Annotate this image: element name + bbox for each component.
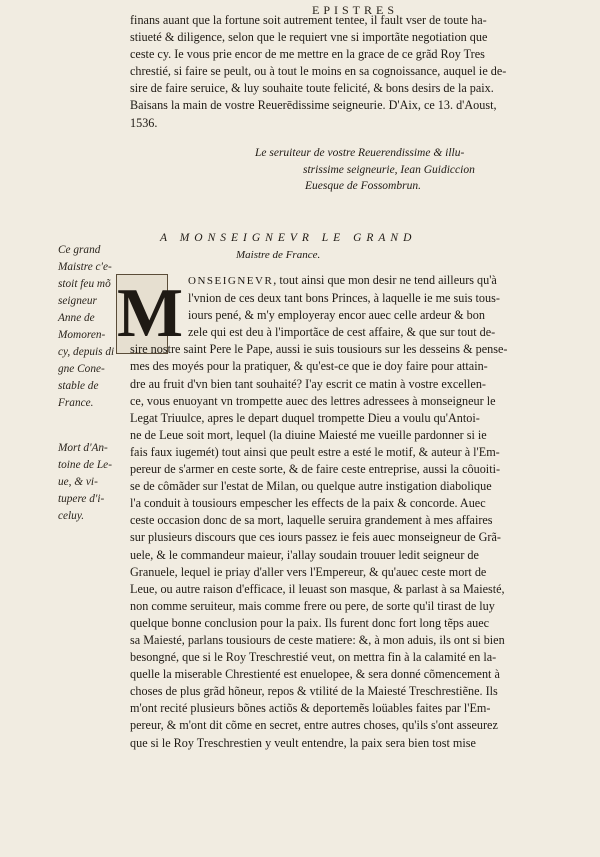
text-line: sire nostre saint Pere le Pape, aussi ie suis tousiours sur les desseins & pense- <box>130 342 508 357</box>
text-line: l'a conduit à tousiours empescher les effects de la paix & concorde. Auec <box>130 496 486 511</box>
text-line: ceste cy. Ie vous prie encor de me mettre en la grace de ce grãd Roy Tres <box>130 47 485 62</box>
marginal-line: seigneur <box>58 295 97 307</box>
text-line: Granuele, lequel ie priay d'aller vers l'Empereur, & qu'auec ceste mort de <box>130 564 487 579</box>
letter-subheading: Maistre de France. <box>236 249 321 261</box>
text-line: iours pené, & m'y employeray encor auec celle ardeur & bon <box>188 308 485 323</box>
text-line: fais faux iugemét) tout ainsi que peult estre a esté le motif, & auteur à l'Em- <box>130 444 500 459</box>
marginal-line: ue, & vi- <box>58 476 98 488</box>
letter-heading: A MONSEIGNEVR LE GRAND <box>160 232 417 244</box>
marginal-line: gne Cone- <box>58 363 105 375</box>
first-word: ONSEIGNEVR <box>188 275 274 287</box>
text-line: non comme seruiteur, mais comme frere ou pere, de sorte qu'il tirast de luy <box>130 598 495 613</box>
text-line: choses de plus grãd hõneur, repos & vtilité de la Maiesté Treschrestiẽne. Ils <box>130 684 498 699</box>
text-line: m'ont recité plusieurs bõnes actiõs & deportemẽs loüables faites par l'Em- <box>130 701 491 716</box>
signature-line: Le seruiteur de vostre Reuerendissime & illu- <box>255 147 465 159</box>
initial-letter: M <box>117 275 184 352</box>
text-line: quelle la miserable Chrestienté est enuelopee, & sera donné cõmencement à <box>130 667 500 682</box>
marginal-line: France. <box>58 397 94 409</box>
text-line: ceste occasion donc de sa mort, laquelle seruira grandement à mes affaires <box>130 513 493 528</box>
text-line: besongné, que si le Roy Treschrestié veut, on mettra fin à la calamité en la- <box>130 650 497 665</box>
marginal-line: toine de Le- <box>58 459 112 471</box>
marginal-note <box>58 440 128 525</box>
text-line: dre au fruit d'vn bien tant souhaité? I'ay escrit ce matin à vostre excellen- <box>130 376 486 391</box>
text-line: ce, vous enuoyant vn trompette auec des lettres adressees à monseigneur le <box>130 393 496 408</box>
text-line: Leue, ou autre raison d'efficace, il leuast son masque, & parlast à sa Maiesté, <box>130 581 505 596</box>
text-line: zele qui est deu à l'importãce de cest affaire, & que sur tout de- <box>188 325 496 340</box>
text-line: ne de Leue soit mort, lequel (la diuine Maiesté me vueille pardonner si ie <box>130 427 487 442</box>
text-line: stiueté & diligence, selon que le requiert vne si importãte negotiation que <box>130 30 488 45</box>
signature-block <box>255 145 555 195</box>
text-line: pereur, & m'ont dit cõme en secret, entre autres choses, qu'ils s'ont asseurez <box>130 718 498 733</box>
marginal-line: Anne de <box>58 312 95 324</box>
running-header: EPISTRES <box>311 3 398 17</box>
marginal-line: celuy. <box>58 510 85 522</box>
text-line: Baisans la main de vostre Reuerēdissime seigneurie. D'Aix, ce 13. d'Aoust, <box>130 98 497 113</box>
text-line: chrestié, si faire se peult, ou à tout le moins en sa cognoissance, auquel ie de- <box>130 64 507 79</box>
marginal-line: Momoren- <box>58 329 106 341</box>
marginal-line: stable de <box>58 380 99 392</box>
text-line: quelque bonne conclusion pour la paix. Ils furent donc fort long tẽps auec <box>130 615 490 630</box>
text-line: que si le Roy Treschrestien y veult entendre, la paix sera bien tost mise <box>130 735 476 750</box>
text-line: Legat Triuulce, apres le depart duquel trompette Dieu a voulu qu'Antoi- <box>130 410 480 425</box>
text-line: sa Maiesté, parlans tousiours de ceste matiere: &, à mon aduis, ils ont si bien <box>130 632 505 647</box>
signature-line: strissime seigneurie, Iean Guidiccion <box>303 163 475 176</box>
text-line: pereur de s'armer en ceste sorte, & de faire ceste entreprise, aussi la côuoiti- <box>130 462 501 477</box>
text-line <box>130 272 542 290</box>
signature-line: Euesque de Fossombrun. <box>305 180 421 192</box>
text-line: se de cômãder sur l'estat de Milan, ou quelque autre instigation diabolique <box>130 479 492 494</box>
marginal-line: stoit feu mõ <box>58 278 111 290</box>
marginal-line: tupere d'i- <box>58 493 105 505</box>
text-line: mes des moyés pour la pratiquer, & qu'est-ce que ie doy faire pour attain- <box>130 359 488 374</box>
text-line: uele, & le commandeur maieur, i'allay soudain trouuer ledit seigneur de <box>130 547 479 562</box>
text-line: 1536. <box>130 115 158 130</box>
letter-closing-text <box>130 12 542 132</box>
marginal-line: cy, depuis di <box>58 346 115 358</box>
first-line-rest: , tout ainsi que mon desir ne tend ailleurs qu'à <box>273 273 497 287</box>
marginal-line: Mort d'An- <box>58 442 108 454</box>
text-line: l'vnion de ces deux tant bons Princes, à laquelle ie me suis tous- <box>188 291 500 306</box>
marginal-line: Ce grand <box>58 244 101 256</box>
letter-body-text <box>130 272 542 752</box>
marginal-line: Maistre c'e- <box>58 261 112 273</box>
text-line: finans auant que la fortune soit autrement tentee, il fault vser de toute ha- <box>130 13 487 27</box>
text-line: sire de faire seruice, & luy souhaite toute felicité, & bons desirs de la paix. <box>130 81 494 96</box>
text-line: sur plusieurs discours que ces iours passez ie feis auec monseigneur de Grã- <box>130 530 501 545</box>
